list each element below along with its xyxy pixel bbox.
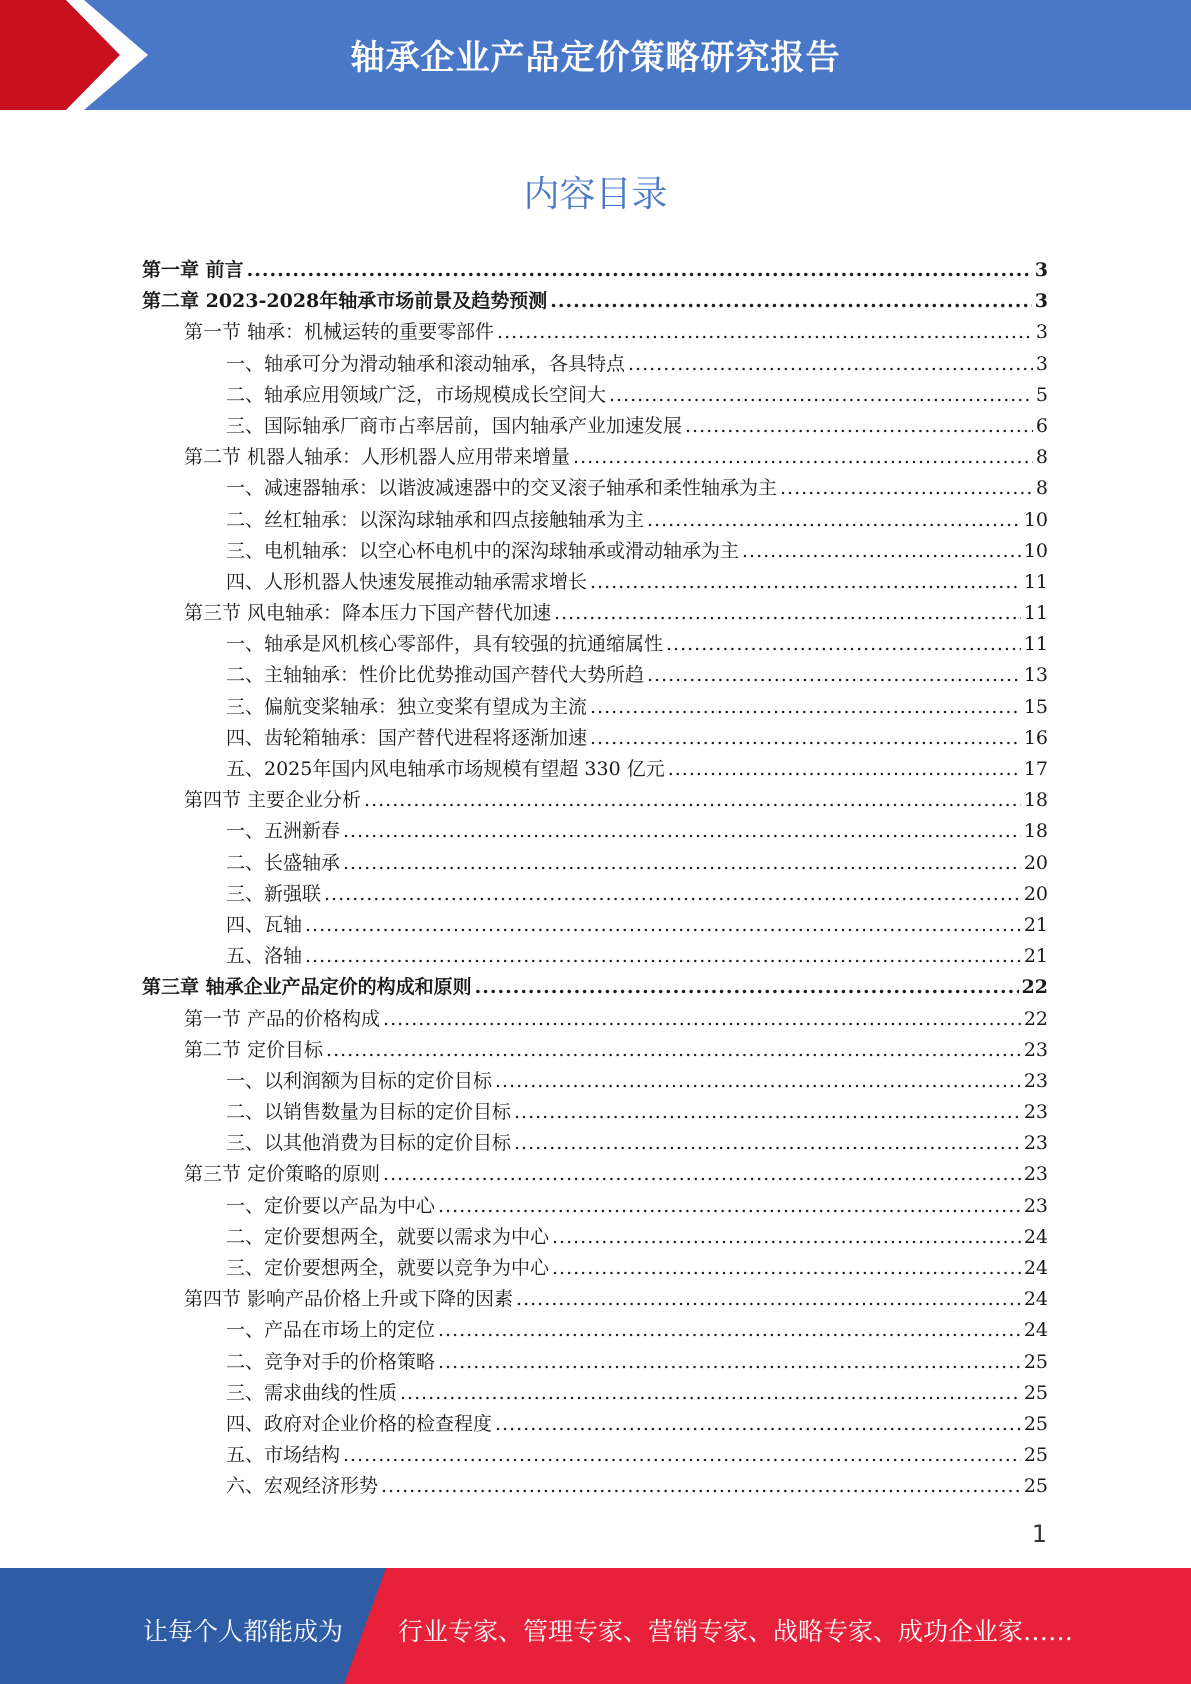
toc-entry-page: 8: [1035, 477, 1048, 500]
toc-leader-dots: [475, 976, 1019, 998]
toc-entry-page: 8: [1035, 446, 1048, 469]
toc-entry-page: 22: [1023, 1007, 1048, 1030]
toc-entry[interactable]: [142, 442, 1048, 473]
toc-entry-page: 21: [1023, 945, 1048, 968]
toc-entry-page: 3: [1034, 259, 1048, 281]
toc-entry[interactable]: [142, 1347, 1048, 1378]
toc-entry-page: 3: [1035, 352, 1048, 375]
toc-entry-page: 10: [1023, 539, 1048, 562]
toc-entry-page: 20: [1023, 851, 1048, 874]
table-of-contents: [142, 255, 1048, 1503]
toc-entry-label: 一、产品在市场上的定位: [226, 1319, 436, 1342]
toc-entry-page: 13: [1023, 664, 1048, 687]
toc-entry[interactable]: [142, 349, 1048, 380]
header-banner: [0, 0, 1191, 110]
toc-leader-dots: [609, 384, 1033, 406]
toc-leader-dots: [514, 1132, 1021, 1154]
toc-entry-label: 二、主轴轴承：性价比优势推动国产替代大势所趋: [226, 664, 645, 687]
toc-entry[interactable]: [142, 910, 1048, 941]
toc-entry-label: 六、宏观经济形势: [226, 1475, 379, 1498]
toc-entry-page: 23: [1023, 1101, 1048, 1124]
toc-entry[interactable]: [142, 941, 1048, 972]
toc-entry-label: 第三章 轴承企业产品定价的构成和原则: [142, 976, 472, 999]
toc-entry-page: 11: [1023, 602, 1048, 625]
toc-entry-label: 一、轴承是风机核心零部件，具有较强的抗通缩属性: [226, 633, 664, 656]
toc-entry-label: 第一章 前言: [142, 259, 244, 281]
toc-leader-dots: [495, 1070, 1021, 1092]
toc-entry[interactable]: [142, 1066, 1048, 1097]
footer-slogan-left: 让每个人都能成为: [143, 1617, 344, 1646]
toc-leader-dots: [438, 1319, 1021, 1341]
toc-entry-page: 20: [1023, 882, 1048, 905]
toc-entry[interactable]: [142, 1128, 1048, 1159]
report-title: 轴承企业产品定价策略研究报告: [350, 38, 841, 78]
toc-entry-page: 3: [1034, 290, 1048, 313]
page-number: 1: [1031, 1520, 1047, 1548]
toc-leader-dots: [324, 883, 1021, 905]
toc-entry-label: 一、减速器轴承：以谐波减速器中的交叉滚子轴承和柔性轴承为主: [226, 477, 778, 500]
toc-entry[interactable]: [142, 317, 1048, 348]
toc-leader-dots: [554, 602, 1021, 624]
toc-entry[interactable]: [142, 629, 1048, 660]
toc-leader-dots: [514, 1101, 1021, 1123]
toc-entry[interactable]: [142, 567, 1048, 598]
toc-entry-page: 25: [1023, 1412, 1048, 1435]
toc-entry[interactable]: [142, 692, 1048, 723]
toc-entry[interactable]: [142, 1409, 1048, 1440]
toc-entry-label: 第三节 风电轴承：降本压力下国产替代加速: [184, 602, 552, 625]
toc-entry-page: 6: [1035, 414, 1048, 437]
toc-leader-dots: [742, 540, 1021, 562]
toc-leader-dots: [364, 789, 1021, 811]
toc-leader-dots: [573, 446, 1033, 468]
toc-entry-label: 五、2025年国内风电轴承市场规模有望超 330 亿元: [226, 758, 665, 780]
toc-entry-label: 第二节 定价目标: [184, 1038, 324, 1061]
toc-entry[interactable]: [142, 1440, 1048, 1471]
toc-entry[interactable]: [142, 816, 1048, 847]
toc-entry-label: 第二节 机器人轴承：人形机器人应用带来增量: [184, 446, 571, 469]
toc-entry-label: 三、定价要想两全，就要以竞争为中心: [226, 1257, 550, 1279]
toc-entry-page: 17: [1023, 758, 1048, 780]
toc-entry-label: 二、轴承应用领域广泛，市场规模成长空间大: [226, 383, 607, 406]
toc-entry-label: 一、轴承可分为滑动轴承和滚动轴承，各具特点: [226, 352, 626, 375]
toc-entry-page: 15: [1023, 695, 1048, 718]
toc-entry-label: 三、新强联: [226, 882, 322, 905]
toc-entry[interactable]: [142, 1097, 1048, 1128]
toc-entry-label: 一、五洲新春: [226, 820, 341, 843]
toc-entry[interactable]: [142, 473, 1048, 504]
toc-entry-label: 四、瓦轴: [226, 913, 303, 936]
toc-entry-page: 23: [1023, 1069, 1048, 1092]
toc-leader-dots: [516, 1288, 1021, 1310]
toc-entry[interactable]: [142, 785, 1048, 816]
toc-entry[interactable]: [142, 1191, 1048, 1222]
toc-leader-dots: [647, 664, 1021, 686]
footer-banner: [0, 1568, 1191, 1684]
toc-entry-label: 一、以利润额为目标的定价目标: [226, 1069, 493, 1092]
toc-entry-page: 11: [1023, 633, 1048, 656]
toc-leader-dots: [666, 633, 1021, 655]
toc-entry[interactable]: [142, 536, 1048, 567]
toc-entry[interactable]: [142, 1035, 1048, 1066]
toc-entry[interactable]: [142, 848, 1048, 879]
toc-entry[interactable]: [142, 1004, 1048, 1035]
toc-entry-label: 五、洛轴: [226, 945, 303, 968]
toc-entry[interactable]: [142, 505, 1048, 536]
toc-entry[interactable]: [142, 1253, 1048, 1284]
toc-leader-dots: [343, 1444, 1021, 1466]
toc-leader-dots: [383, 1163, 1021, 1185]
toc-entry-page: 23: [1023, 1163, 1048, 1186]
toc-leader-dots: [780, 477, 1033, 499]
toc-entry-page: 18: [1023, 820, 1048, 843]
toc-leader-dots: [668, 758, 1021, 780]
toc-entry-page: 24: [1023, 1257, 1048, 1279]
toc-entry-label: 二、以销售数量为目标的定价目标: [226, 1101, 512, 1124]
toc-entry-label: 五、市场结构: [226, 1444, 341, 1467]
toc-entry-label: 四、齿轮箱轴承：国产替代进程将逐渐加速: [226, 726, 588, 749]
toc-leader-dots: [305, 945, 1021, 967]
toc-leader-dots: [590, 727, 1021, 749]
toc-leader-dots: [497, 321, 1033, 343]
toc-leader-dots: [383, 1008, 1021, 1030]
toc-entry-page: 25: [1023, 1381, 1048, 1404]
toc-entry-label: 四、人形机器人快速发展推动轴承需求增长: [226, 570, 588, 593]
toc-leader-dots: [550, 290, 1032, 312]
toc-entry[interactable]: [142, 723, 1048, 754]
toc-leader-dots: [552, 1257, 1021, 1279]
toc-entry[interactable]: [142, 879, 1048, 910]
toc-entry[interactable]: [142, 286, 1048, 317]
toc-leader-dots: [590, 571, 1021, 593]
toc-entry-page: 16: [1023, 726, 1048, 749]
toc-entry-label: 三、偏航变桨轴承：独立变桨有望成为主流: [226, 695, 588, 718]
toc-entry-page: 25: [1023, 1475, 1048, 1498]
toc-entry-page: 24: [1023, 1288, 1048, 1311]
toc-entry-page: 21: [1023, 913, 1048, 936]
toc-entry-label: 二、定价要想两全，就要以需求为中心: [226, 1225, 550, 1248]
toc-leader-dots: [685, 415, 1033, 437]
toc-entry-page: 25: [1023, 1350, 1048, 1373]
toc-entry-page: 10: [1023, 508, 1048, 531]
toc-entry-page: 18: [1023, 789, 1048, 812]
toc-entry[interactable]: [142, 1159, 1048, 1190]
toc-entry-page: 23: [1023, 1194, 1048, 1217]
toc-leader-dots: [326, 1039, 1021, 1061]
toc-entry[interactable]: [142, 255, 1048, 286]
toc-entry[interactable]: [142, 380, 1048, 411]
toc-entry-page: 11: [1023, 570, 1048, 593]
toc-entry-label: 第三节 定价策略的原则: [184, 1163, 381, 1186]
toc-entry-label: 三、电机轴承：以空心杯电机中的深沟球轴承或滑动轴承为主: [226, 539, 740, 562]
toc-entry-page: 24: [1023, 1319, 1048, 1342]
toc-entry[interactable]: [142, 1378, 1048, 1409]
toc-entry-label: 二、竞争对手的价格策略: [226, 1350, 436, 1373]
toc-entry-page: 5: [1035, 383, 1048, 406]
toc-entry-label: 第四节 主要企业分析: [184, 789, 362, 812]
toc-entry[interactable]: [142, 754, 1048, 785]
toc-entry[interactable]: [142, 1222, 1048, 1253]
toc-entry-page: 24: [1023, 1225, 1048, 1248]
toc-entry-label: 三、国际轴承厂商市占率居前，国内轴承产业加速发展: [226, 414, 683, 437]
toc-entry-page: 3: [1035, 321, 1048, 344]
toc-leader-dots: [438, 1195, 1021, 1217]
toc-entry-page: 23: [1023, 1132, 1048, 1155]
toc-leader-dots: [628, 353, 1033, 375]
toc-heading: 内容目录: [523, 174, 668, 215]
toc-entry-label: 三、需求曲线的性质: [226, 1381, 398, 1404]
toc-leader-dots: [438, 1351, 1021, 1373]
footer-slogan-right: 行业专家、管理专家、营销专家、战略专家、成功企业家……: [398, 1617, 1074, 1646]
toc-entry-label: 第一节 产品的价格构成: [184, 1007, 381, 1030]
toc-entry[interactable]: [142, 972, 1048, 1003]
toc-entry-label: 一、定价要以产品为中心: [226, 1194, 436, 1217]
toc-entry-label: 四、政府对企业价格的检查程度: [226, 1412, 493, 1435]
toc-entry-page: 23: [1023, 1038, 1048, 1061]
toc-leader-dots: [400, 1382, 1021, 1404]
toc-entry[interactable]: [142, 660, 1048, 691]
toc-entry-label: 二、丝杠轴承：以深沟球轴承和四点接触轴承为主: [226, 508, 645, 531]
toc-leader-dots: [590, 696, 1021, 718]
toc-leader-dots: [647, 509, 1021, 531]
toc-leader-dots: [343, 820, 1021, 842]
toc-leader-dots: [552, 1226, 1021, 1248]
toc-leader-dots: [343, 852, 1021, 874]
toc-entry[interactable]: [142, 1471, 1048, 1502]
toc-leader-dots: [495, 1413, 1021, 1435]
toc-entry-label: 第二章 2023-2028年轴承市场前景及趋势预测: [142, 290, 548, 313]
toc-entry-page: 25: [1023, 1444, 1048, 1467]
toc-entry-label: 第四节 影响产品价格上升或下降的因素: [184, 1288, 514, 1311]
toc-leader-dots: [305, 914, 1021, 936]
toc-entry[interactable]: [142, 598, 1048, 629]
toc-leader-dots: [381, 1475, 1021, 1497]
toc-entry[interactable]: [142, 1284, 1048, 1315]
toc-leader-dots: [247, 259, 1032, 281]
toc-entry-page: 22: [1021, 976, 1048, 999]
toc-entry-label: 第一节 轴承：机械运转的重要零部件: [184, 321, 495, 344]
toc-entry-label: 三、以其他消费为目标的定价目标: [226, 1132, 512, 1155]
toc-entry[interactable]: [142, 411, 1048, 442]
toc-entry[interactable]: [142, 1315, 1048, 1346]
toc-entry-label: 二、长盛轴承: [226, 851, 341, 874]
